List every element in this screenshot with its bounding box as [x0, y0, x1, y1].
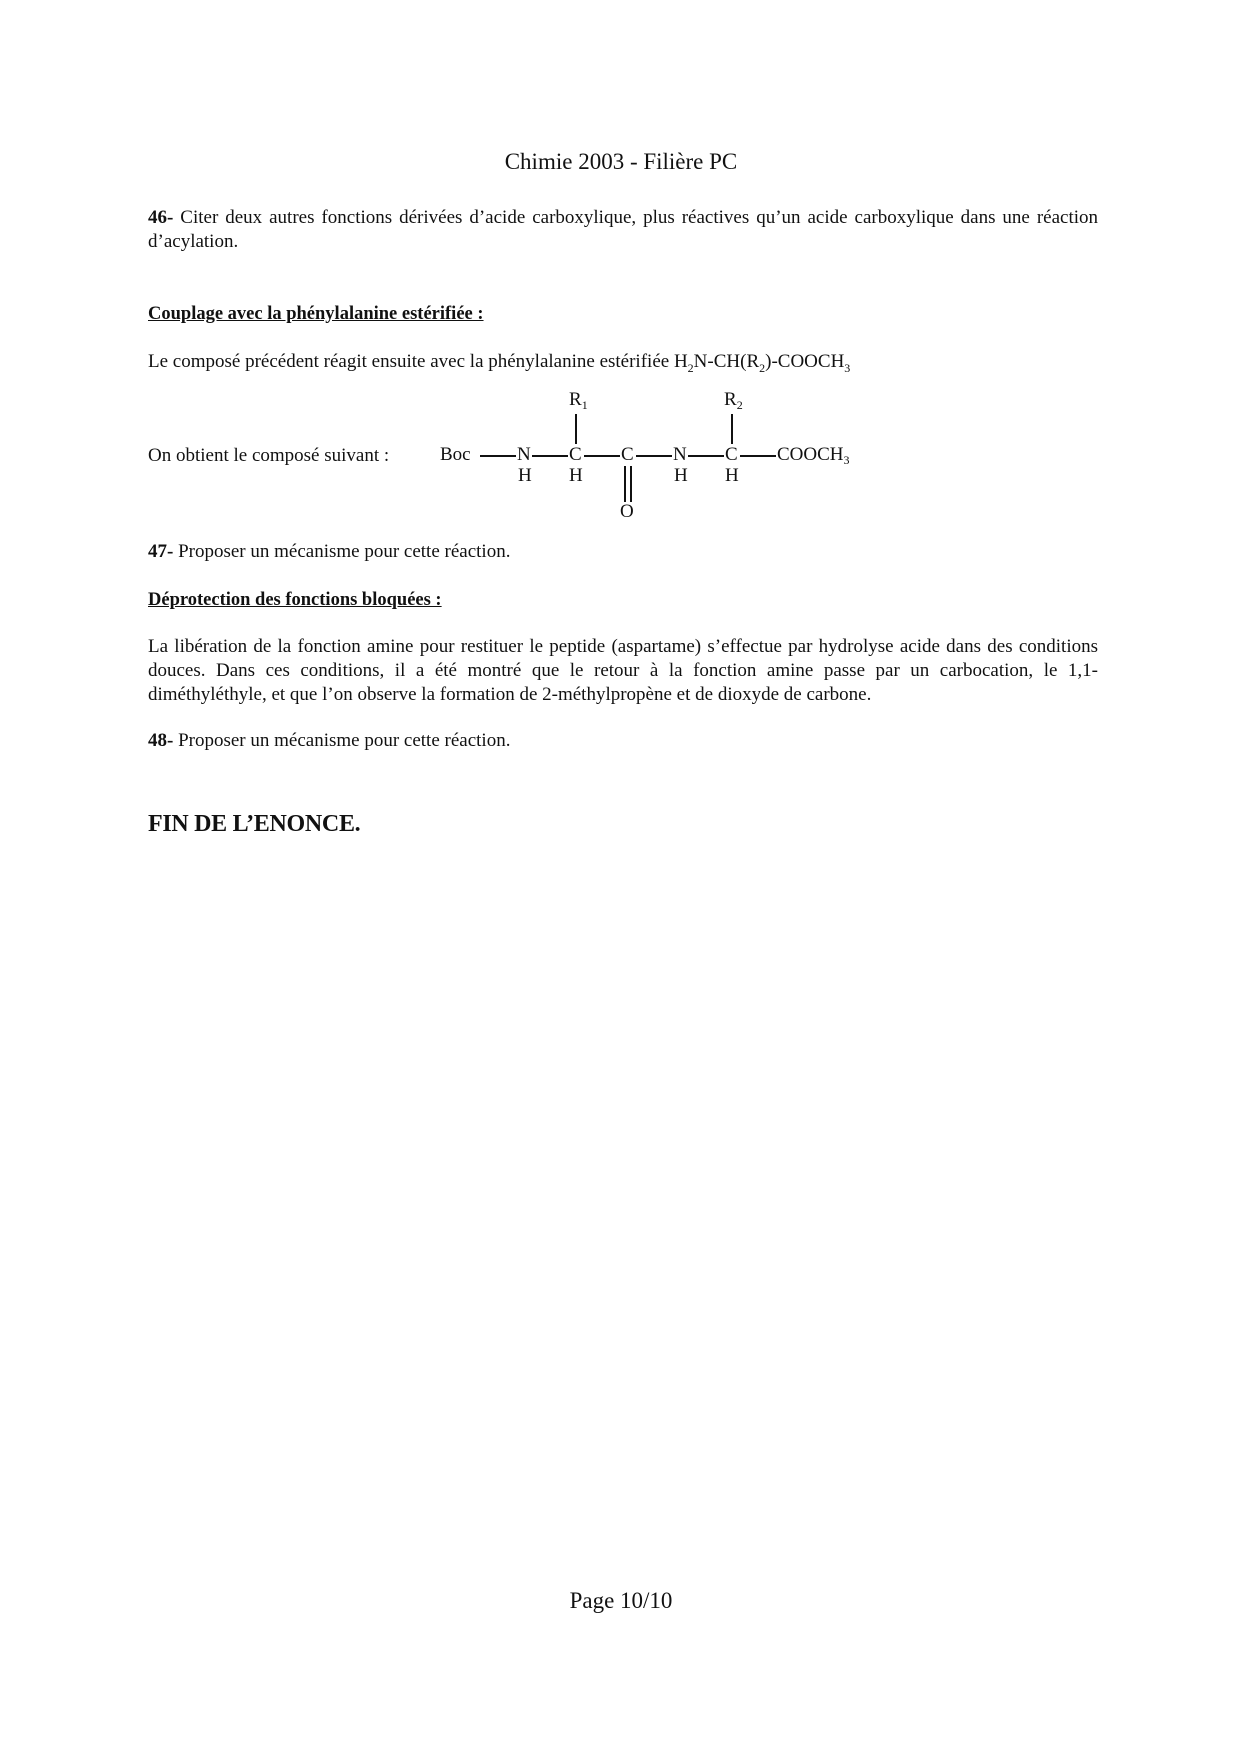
formula-part: H — [673, 351, 688, 372]
section-heading-coupling: Couplage avec la phénylalanine estérifiée : — [148, 304, 484, 324]
group-r1 — [569, 390, 588, 410]
atom-o: O — [620, 501, 634, 522]
question-47 — [148, 540, 1098, 564]
section-heading-deprotection: Déprotection des fonctions bloquées : — [148, 590, 442, 610]
bond — [532, 455, 568, 457]
formula-phenylalanine-ester — [673, 351, 851, 375]
coupling-intro — [148, 350, 1148, 374]
obtain-compound-label: On obtient le composé suivant : — [148, 445, 390, 466]
formula-subscript: 2 — [687, 360, 694, 375]
atom-r: R — [569, 389, 582, 410]
coupling-intro-text: Le composé précédent réagit ensuite avec la phénylalanine estérifiée — [148, 351, 674, 372]
atom-h-n2: H — [674, 465, 688, 486]
atom-h-c1: H — [569, 465, 583, 486]
question-48-text: Proposer un mécanisme pour cette réaction. — [173, 730, 511, 751]
subscript: 3 — [843, 453, 850, 467]
formula-part: )-COOCH — [765, 351, 845, 372]
atom-n2: N — [673, 444, 687, 465]
atom-boc: Boc — [440, 444, 471, 465]
bond — [636, 455, 672, 457]
subscript: 1 — [581, 398, 588, 412]
question-46 — [148, 206, 1098, 254]
bond — [740, 455, 776, 457]
dipeptide-structure — [440, 390, 860, 520]
bond — [584, 455, 620, 457]
bond — [575, 414, 577, 444]
formula-part: N-CH(R — [693, 351, 760, 372]
bond — [731, 414, 733, 444]
atom-cooch: COOCH — [777, 444, 844, 465]
formula-subscript: 3 — [844, 360, 851, 375]
deprotection-paragraph: La libération de la fonction amine pour restituer le peptide (aspartame) s’effectue par hydrolyse acide dans des conditions douces. Dans ces conditions, il a été montré que le retour à la fonction amine passe par un carbocation, le 1,1-diméthyléthyle, et que l’on observe la formation de 2-méthylpropène et de dioxyde de carbone. — [148, 636, 1098, 705]
atom-h-n1: H — [518, 465, 532, 486]
group-ester — [777, 445, 850, 465]
atom-c-alpha2: C — [725, 444, 738, 465]
end-of-statement: FIN DE L’ENONCE. — [148, 811, 361, 837]
question-48-number: 48- — [148, 730, 174, 751]
atom-h-c3: H — [725, 465, 739, 486]
double-bond — [624, 466, 626, 502]
bond — [480, 455, 516, 457]
atom-c-alpha1: C — [569, 444, 582, 465]
question-47-number: 47- — [148, 541, 174, 562]
group-r2 — [724, 390, 743, 410]
page-header-title: Chimie 2003 - Filière PC — [504, 149, 738, 174]
bond — [688, 455, 724, 457]
question-46-number: 46- — [148, 207, 174, 228]
page-number: Page 10/10 — [569, 1588, 673, 1613]
atom-c-carbonyl: C — [621, 444, 634, 465]
question-48 — [148, 729, 1098, 753]
atom-r: R — [724, 389, 737, 410]
atom-n1: N — [517, 444, 531, 465]
subscript: 2 — [736, 398, 743, 412]
formula-subscript: 2 — [759, 360, 766, 375]
double-bond — [630, 466, 632, 502]
question-46-text: Citer deux autres fonctions dérivées d’acide carboxylique, plus réactives qu’un acide carboxylique dans une réaction d’acylation. — [148, 207, 1098, 252]
question-47-text: Proposer un mécanisme pour cette réaction. — [173, 541, 511, 562]
